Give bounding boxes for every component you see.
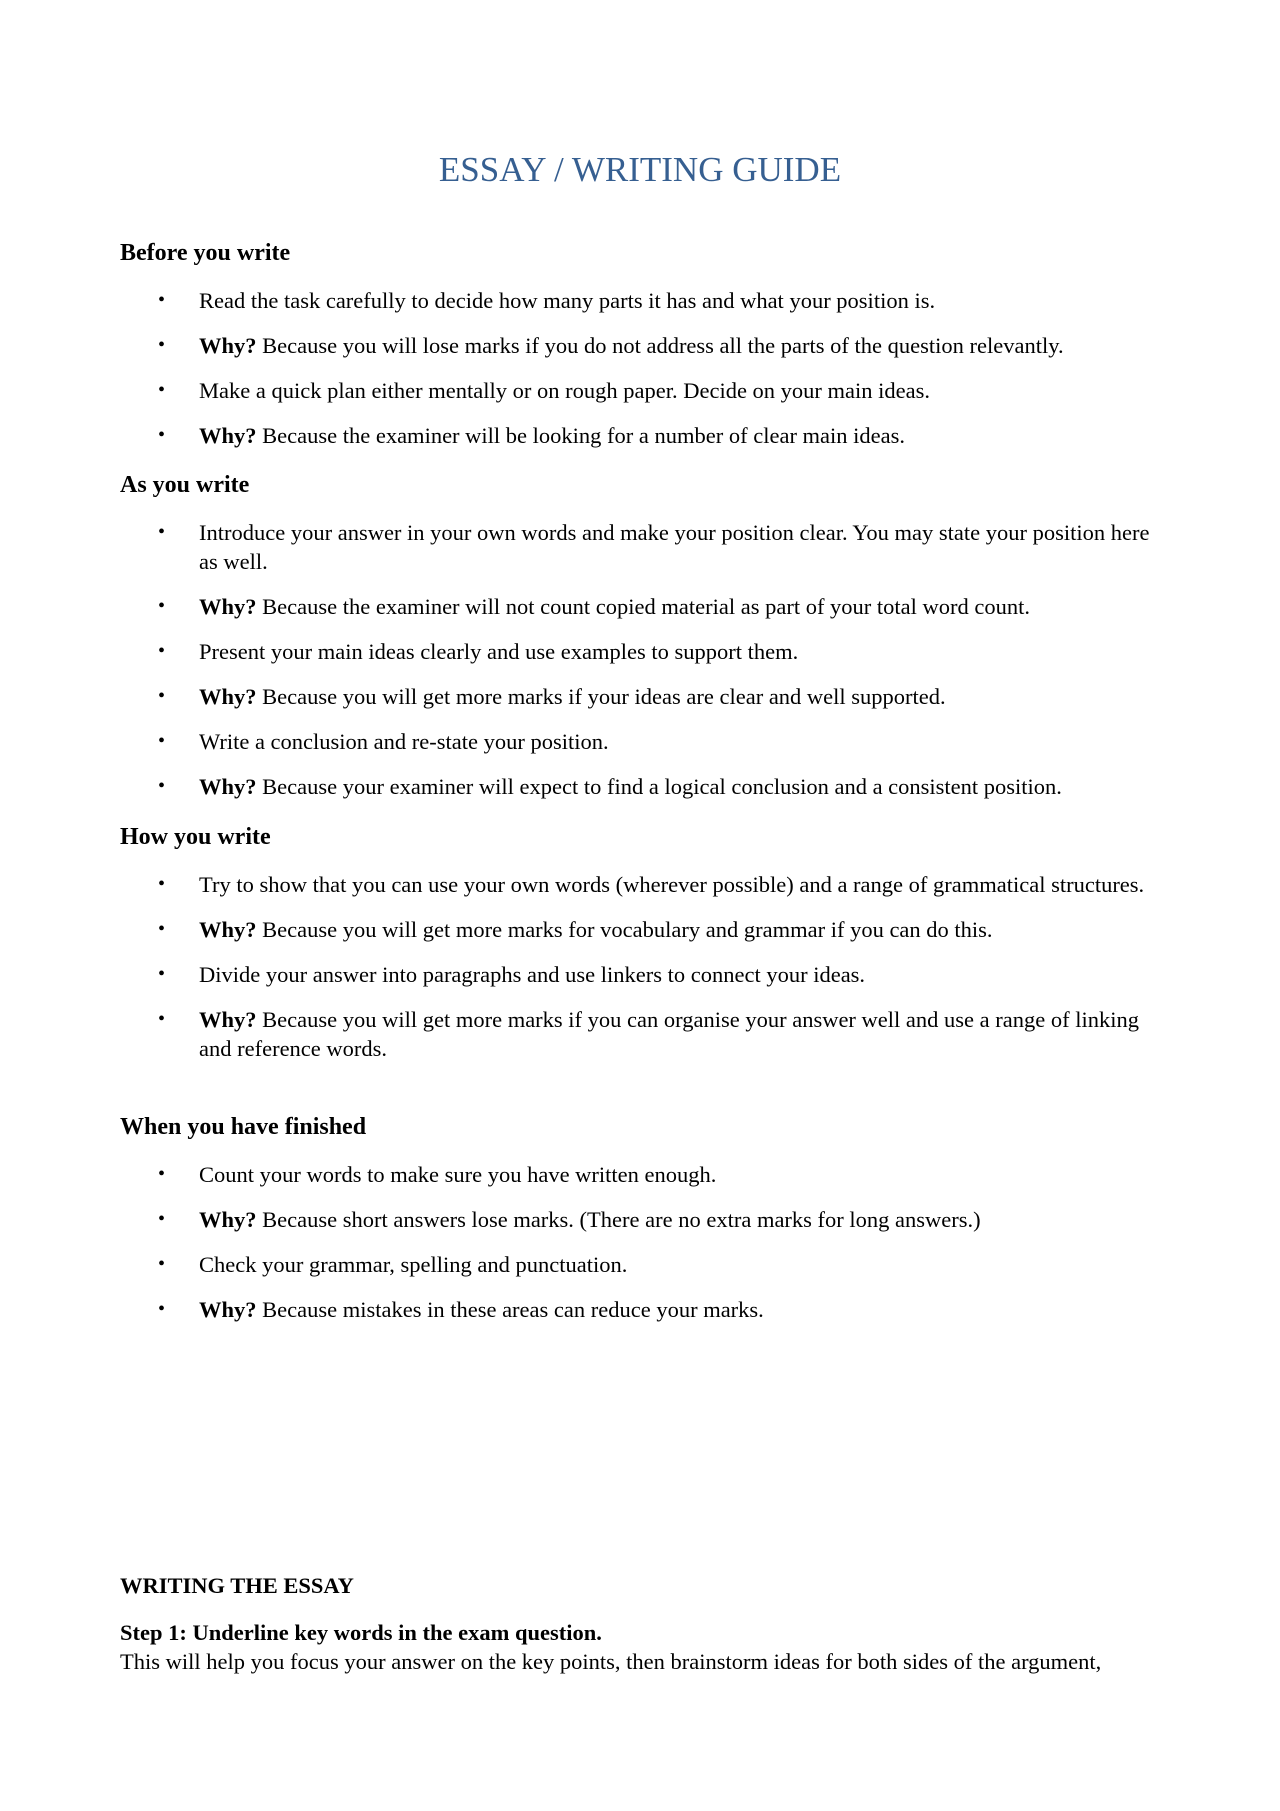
list-item-text: Read the task carefully to decide how many parts it has and what your position is. xyxy=(199,288,936,313)
list-item xyxy=(0,637,1280,666)
step-1-text: This will help you focus your answer on the key points, then brainstorm ideas for both sides of the argument, xyxy=(120,1649,1102,1674)
bullet-icon: • xyxy=(158,1208,166,1230)
list-item-text: Because mistakes in these areas can reduce your marks. xyxy=(256,1297,764,1322)
list-item xyxy=(0,376,1280,405)
bullet-icon: • xyxy=(158,1253,166,1275)
list-item xyxy=(0,331,1280,360)
list-item xyxy=(0,1250,1280,1279)
list-item-text: Because you will lose marks if you do not address all the parts of the question relevantly. xyxy=(256,333,1064,358)
why-label: Why? xyxy=(199,684,257,709)
bullet-icon: • xyxy=(158,595,166,617)
list-item xyxy=(0,915,1280,944)
bullet-list-how-you-write xyxy=(0,870,1280,1079)
bullet-icon: • xyxy=(158,775,166,797)
why-label: Why? xyxy=(199,1007,257,1032)
bullet-icon: • xyxy=(158,334,166,356)
list-item xyxy=(0,518,1280,576)
list-item-text: Count your words to make sure you have written enough. xyxy=(199,1162,717,1187)
bullet-icon: • xyxy=(158,424,166,446)
list-item xyxy=(0,682,1280,711)
list-item-text: Introduce your answer in your own words and make your position clear. You may state your position here as well. xyxy=(199,520,1150,574)
why-label: Why? xyxy=(199,774,257,799)
list-item xyxy=(0,870,1280,899)
why-label: Why? xyxy=(199,1297,257,1322)
bullet-icon: • xyxy=(158,873,166,895)
bullet-icon: • xyxy=(158,379,166,401)
list-item-text: Try to show that you can use your own words (wherever possible) and a range of grammatical structures. xyxy=(199,872,1145,897)
list-item-text: Because the examiner will not count copied material as part of your total word count. xyxy=(256,594,1031,619)
bullet-icon: • xyxy=(158,730,166,752)
bullet-list-when-you-have-finished xyxy=(0,1160,1280,1340)
list-item-text: Write a conclusion and re-state your position. xyxy=(199,729,609,754)
list-item xyxy=(0,772,1280,801)
bullet-icon: • xyxy=(158,1298,166,1320)
list-item xyxy=(0,421,1280,450)
list-item-text: Check your grammar, spelling and punctuation. xyxy=(199,1252,628,1277)
bullet-list-as-you-write xyxy=(0,518,1280,817)
list-item xyxy=(0,727,1280,756)
list-item xyxy=(0,1295,1280,1324)
list-item-text: Because the examiner will be looking for a number of clear main ideas. xyxy=(256,423,906,448)
list-item xyxy=(0,592,1280,621)
list-item-text: Because short answers lose marks. (There are no extra marks for long answers.) xyxy=(256,1207,981,1232)
bullet-icon: • xyxy=(158,640,166,662)
bullet-icon: • xyxy=(158,918,166,940)
list-item xyxy=(0,1005,1280,1063)
why-label: Why? xyxy=(199,423,257,448)
bullet-icon: • xyxy=(158,963,166,985)
bullet-icon: • xyxy=(158,1163,166,1185)
why-label: Why? xyxy=(199,1207,257,1232)
bullet-icon: • xyxy=(158,1008,166,1030)
bullet-icon: • xyxy=(158,521,166,543)
list-item xyxy=(0,960,1280,989)
writing-the-essay-heading: WRITING THE ESSAY xyxy=(120,1573,354,1598)
section-heading-before-you-write: Before you write xyxy=(120,240,291,266)
list-item-text: Because you will get more marks if your ideas are clear and well supported. xyxy=(256,684,946,709)
list-item-text: Because you will get more marks if you can organise your answer well and use a range of linking and reference words. xyxy=(199,1007,1139,1061)
section-heading-as-you-write: As you write xyxy=(120,472,250,498)
why-label: Why? xyxy=(199,917,257,942)
bullet-icon: • xyxy=(158,685,166,707)
list-item xyxy=(0,1160,1280,1189)
section-heading-when-you-have-finished: When you have finished xyxy=(120,1114,367,1140)
list-item-text: Make a quick plan either mentally or on rough paper. Decide on your main ideas. xyxy=(199,378,931,403)
step-1-title: Step 1: Underline key words in the exam question. xyxy=(120,1620,602,1645)
document-title: ESSAY / WRITING GUIDE xyxy=(438,150,842,189)
section-heading-how-you-write: How you write xyxy=(120,824,271,850)
why-label: Why? xyxy=(199,594,257,619)
list-item-text: Present your main ideas clearly and use examples to support them. xyxy=(199,639,799,664)
list-item-text: Because your examiner will expect to find a logical conclusion and a consistent position. xyxy=(256,774,1062,799)
list-item-text: Divide your answer into paragraphs and use linkers to connect your ideas. xyxy=(199,962,866,987)
why-label: Why? xyxy=(199,333,257,358)
bullet-icon: • xyxy=(158,289,166,311)
list-item xyxy=(0,1205,1280,1234)
list-item-text: Because you will get more marks for vocabulary and grammar if you can do this. xyxy=(256,917,993,942)
bullet-list-before-you-write xyxy=(0,286,1280,466)
list-item xyxy=(0,286,1280,315)
